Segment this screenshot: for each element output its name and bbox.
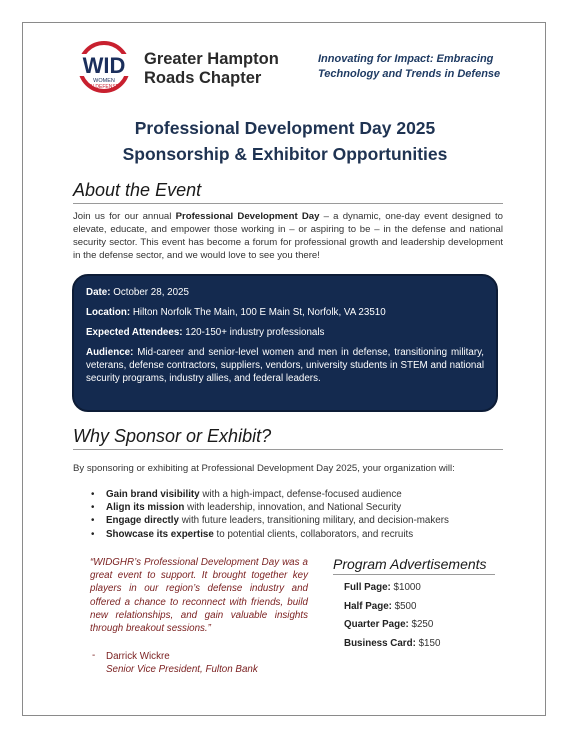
ad-price-item xyxy=(344,616,440,635)
page-title: Professional Development Day 2025 xyxy=(134,118,436,138)
event-attendees xyxy=(86,326,484,339)
ad-price-item xyxy=(344,579,440,598)
testimonial-role: Senior Vice President, Fulton Bank xyxy=(106,664,258,675)
about-intro-post: – a dynamic, one-day event designed to elevate, educate, and empower those working in – or aspiring to be – in the defense and national security sector. This event has become a forum for professional growth and leadership development in the defense sector, and we would love to see you there! xyxy=(73,211,503,261)
testimonial-quote: “WIDGHR’s Professional Development Day was a great event to support. It brought together key players in our region’s defense industry and offered a chance to reconnect with friends, build new relationships, and gain valuable insights through breakout sessions.” xyxy=(90,557,308,635)
why-intro: By sponsoring or exhibiting at Professional Development Day 2025, your organization will: xyxy=(73,463,455,474)
list-item xyxy=(88,528,508,541)
event-date xyxy=(86,286,484,299)
about-heading: About the Event xyxy=(73,180,202,200)
ad-price-item xyxy=(344,635,440,654)
logo-in-defense: IN DEFENSE xyxy=(88,84,120,90)
event-audience xyxy=(86,346,484,385)
ad-price: $500 xyxy=(391,600,417,612)
tagline xyxy=(318,52,500,82)
event-date-value: October 28, 2025 xyxy=(110,287,189,298)
benefit-text: with a high-impact, defense-focused audience xyxy=(199,489,402,500)
ads-rule xyxy=(333,574,495,575)
list-item xyxy=(88,514,508,527)
event-audience-value: Mid-career and senior-level women and men in defense, transitioning military, veterans, defense contractors, suppliers, vendors, university students in STEM and national security programs, industry allies, and federal leaders. xyxy=(86,347,484,384)
testimonial-name: Darrick Wickre xyxy=(106,651,170,662)
testimonial-dash: - xyxy=(92,650,96,661)
chapter-line-1: Greater Hampton xyxy=(144,50,279,68)
event-audience-label: Audience: xyxy=(86,347,134,358)
chapter-line-2: Roads Chapter xyxy=(144,69,262,87)
list-item xyxy=(88,501,508,514)
page-subtitle: Sponsorship & Exhibitor Opportunities xyxy=(122,144,448,164)
event-details-box xyxy=(72,274,498,412)
ad-price: $1000 xyxy=(390,582,421,593)
wid-logo xyxy=(74,40,134,98)
benefit-bold: Showcase its expertise xyxy=(106,528,214,540)
about-intro-pre: Join us for our annual xyxy=(73,211,176,222)
why-rule xyxy=(73,449,503,450)
tagline-line-1: Innovating for Impact: Embracing xyxy=(318,53,494,65)
benefit-text: with future leaders, transitioning military, and decision-makers xyxy=(178,515,449,527)
about-rule xyxy=(73,203,503,204)
ad-label: Half Page: xyxy=(344,600,392,612)
benefit-text: to potential clients, collaborators, and recruits xyxy=(213,528,414,540)
benefit-bold: Align its mission xyxy=(106,502,185,514)
benefit-text: with leadership, innovation, and National Security xyxy=(184,502,402,514)
benefit-bold: Gain brand visibility xyxy=(106,489,200,500)
ad-price-item xyxy=(344,598,440,617)
event-location xyxy=(86,306,484,319)
event-location-label: Location: xyxy=(86,307,131,318)
ad-label: Quarter Page: xyxy=(344,619,409,631)
tagline-line-2: Technology and Trends in Defense xyxy=(318,68,501,80)
ad-price: $250 xyxy=(408,619,434,631)
ad-label: Business Card: xyxy=(344,637,416,649)
ad-price: $150 xyxy=(415,637,441,649)
chapter-name xyxy=(144,50,279,88)
event-attendees-label: Expected Attendees: xyxy=(86,327,183,338)
event-date-label: Date: xyxy=(86,287,111,298)
benefit-bold: Engage directly xyxy=(106,515,179,527)
about-intro-bold: Professional Development Day xyxy=(175,211,320,222)
event-attendees-value: 120-150+ industry professionals xyxy=(182,327,325,338)
event-location-value: Hilton Norfolk The Main, 100 E Main St, Norfolk, VA 23510 xyxy=(130,307,386,318)
about-paragraph xyxy=(73,210,503,262)
ads-price-list xyxy=(344,579,440,653)
ads-heading: Program Advertisements xyxy=(333,556,487,572)
ad-label: Full Page: xyxy=(344,582,391,593)
benefits-list xyxy=(88,488,508,541)
logo-women: WOMEN xyxy=(93,78,115,84)
list-item xyxy=(88,488,508,501)
logo-wordmark: WID xyxy=(82,53,126,78)
why-heading: Why Sponsor or Exhibit? xyxy=(73,426,272,446)
